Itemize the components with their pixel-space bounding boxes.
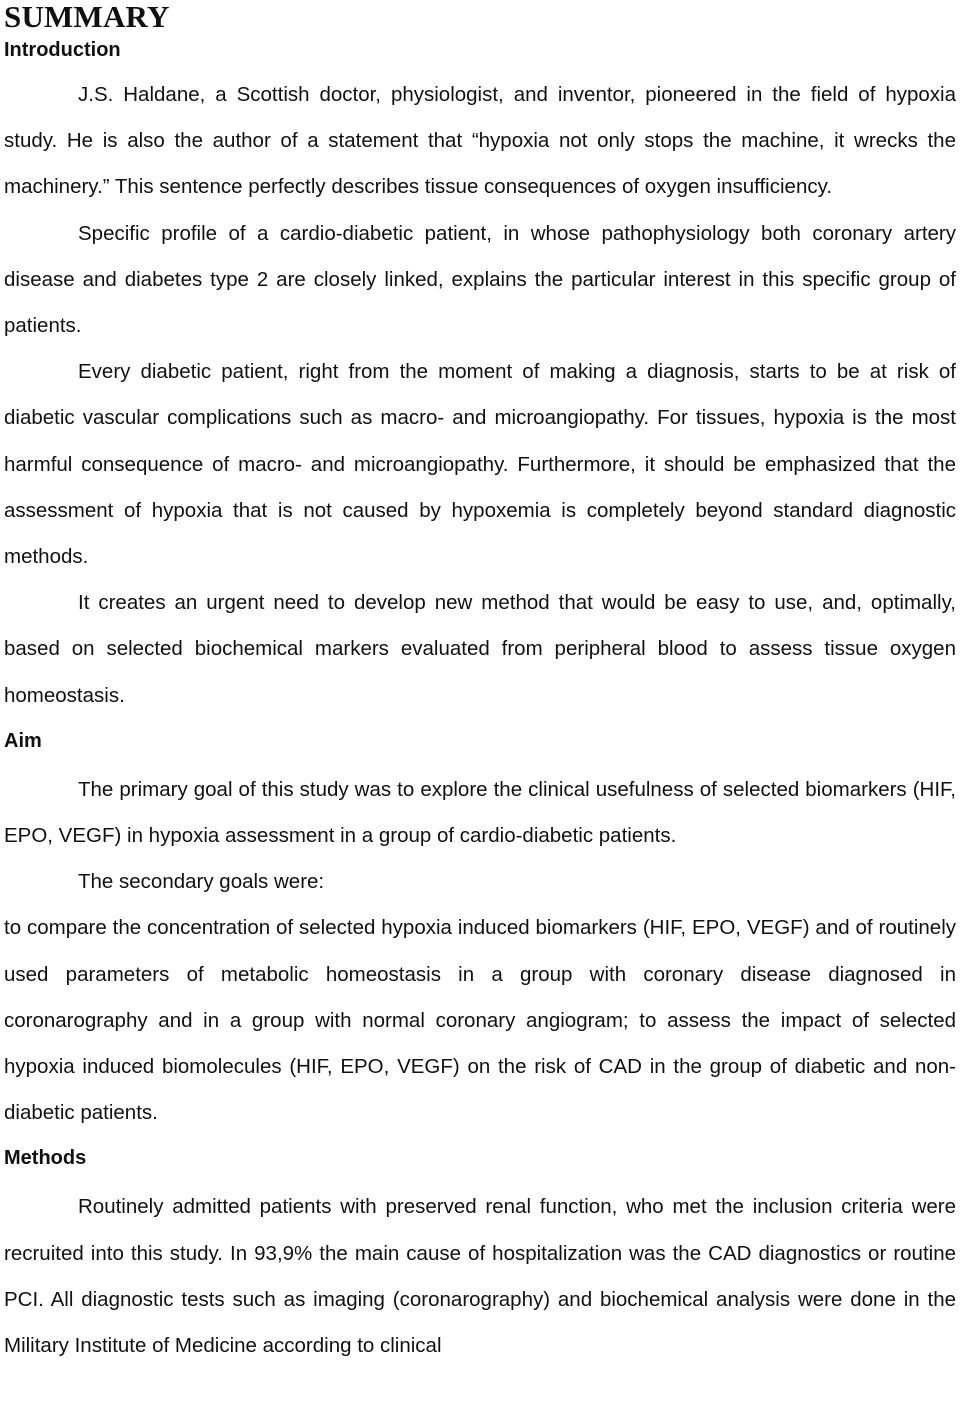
aim-paragraph-1: The primary goal of this study was to explore the clinical usefulness of selected biomarkers (HIF, EPO, VEGF) in hypoxia assessment in a group of cardio-diabetic patients. [4,777,956,848]
section-heading-methods: Methods [4,1147,87,1170]
section-introduction [4,34,956,719]
intro-paragraph-3: Every diabetic patient, right from the moment of making a diagnosis, starts to be at risk of diabetic vascular complications such as macro- and microangiopathy. For tissues, hypoxia is the most harmful consequence of macro- and microangiopathy. Furthermore, it should be emphasized that the assessment of hypoxia that is not caused by hypoxemia is completely beyond standard diagnostic methods. [4,360,956,569]
intro-paragraph-4: It creates an urgent need to develop new method that would be easy to use, and, optimally, based on selected biochemical markers evaluated from peripheral blood to assess tissue oxygen homeostasis. [4,591,956,707]
aim-paragraph-3: to compare the concentration of selected hypoxia induced biomarkers (HIF, EPO, VEGF) and of routinely used parameters of metabolic homeostasis in a group with coronary disease diagnosed in coronarography and in a group with normal coronary angiogram; to assess the impact of selected hypoxia induced biomolecules (HIF, EPO, VEGF) on the risk of CAD in the group of diabetic and non-diabetic patients. [4,916,956,1125]
section-heading-introduction: Introduction [4,39,121,61]
aim-paragraph-2: The secondary goals were: [78,870,325,894]
section-heading-aim: Aim [4,729,42,752]
section-aim [4,725,956,1137]
intro-paragraph-2: Specific profile of a cardio-diabetic patient, in whose pathophysiology both coronary artery disease and diabetes type 2 are closely linked, explains the particular interest in this specific group of patients. [4,221,956,338]
methods-paragraph-1: Routinely admitted patients with preserved renal function, who met the inclusion criteria were recruited into this study. In 93,9% the main cause of hospitalization was the CAD diagnostics or routine PCI. All diagnostic tests such as imaging (coronarography) and biochemical analysis were done in the Military Institute of Medicine according to clinical [4,1195,956,1358]
document-title: SUMMARY [4,0,170,34]
intro-paragraph-1: J.S. Haldane, a Scottish doctor, physiologist, and inventor, pioneered in the field of hypoxia study. He is also the author of a statement that “hypoxia not only stops the machine, it wrecks the machinery.” This sentence perfectly describes tissue consequences of oxygen insufficiency. [4,83,956,199]
document-page [4,0,956,1369]
section-methods [4,1142,956,1369]
